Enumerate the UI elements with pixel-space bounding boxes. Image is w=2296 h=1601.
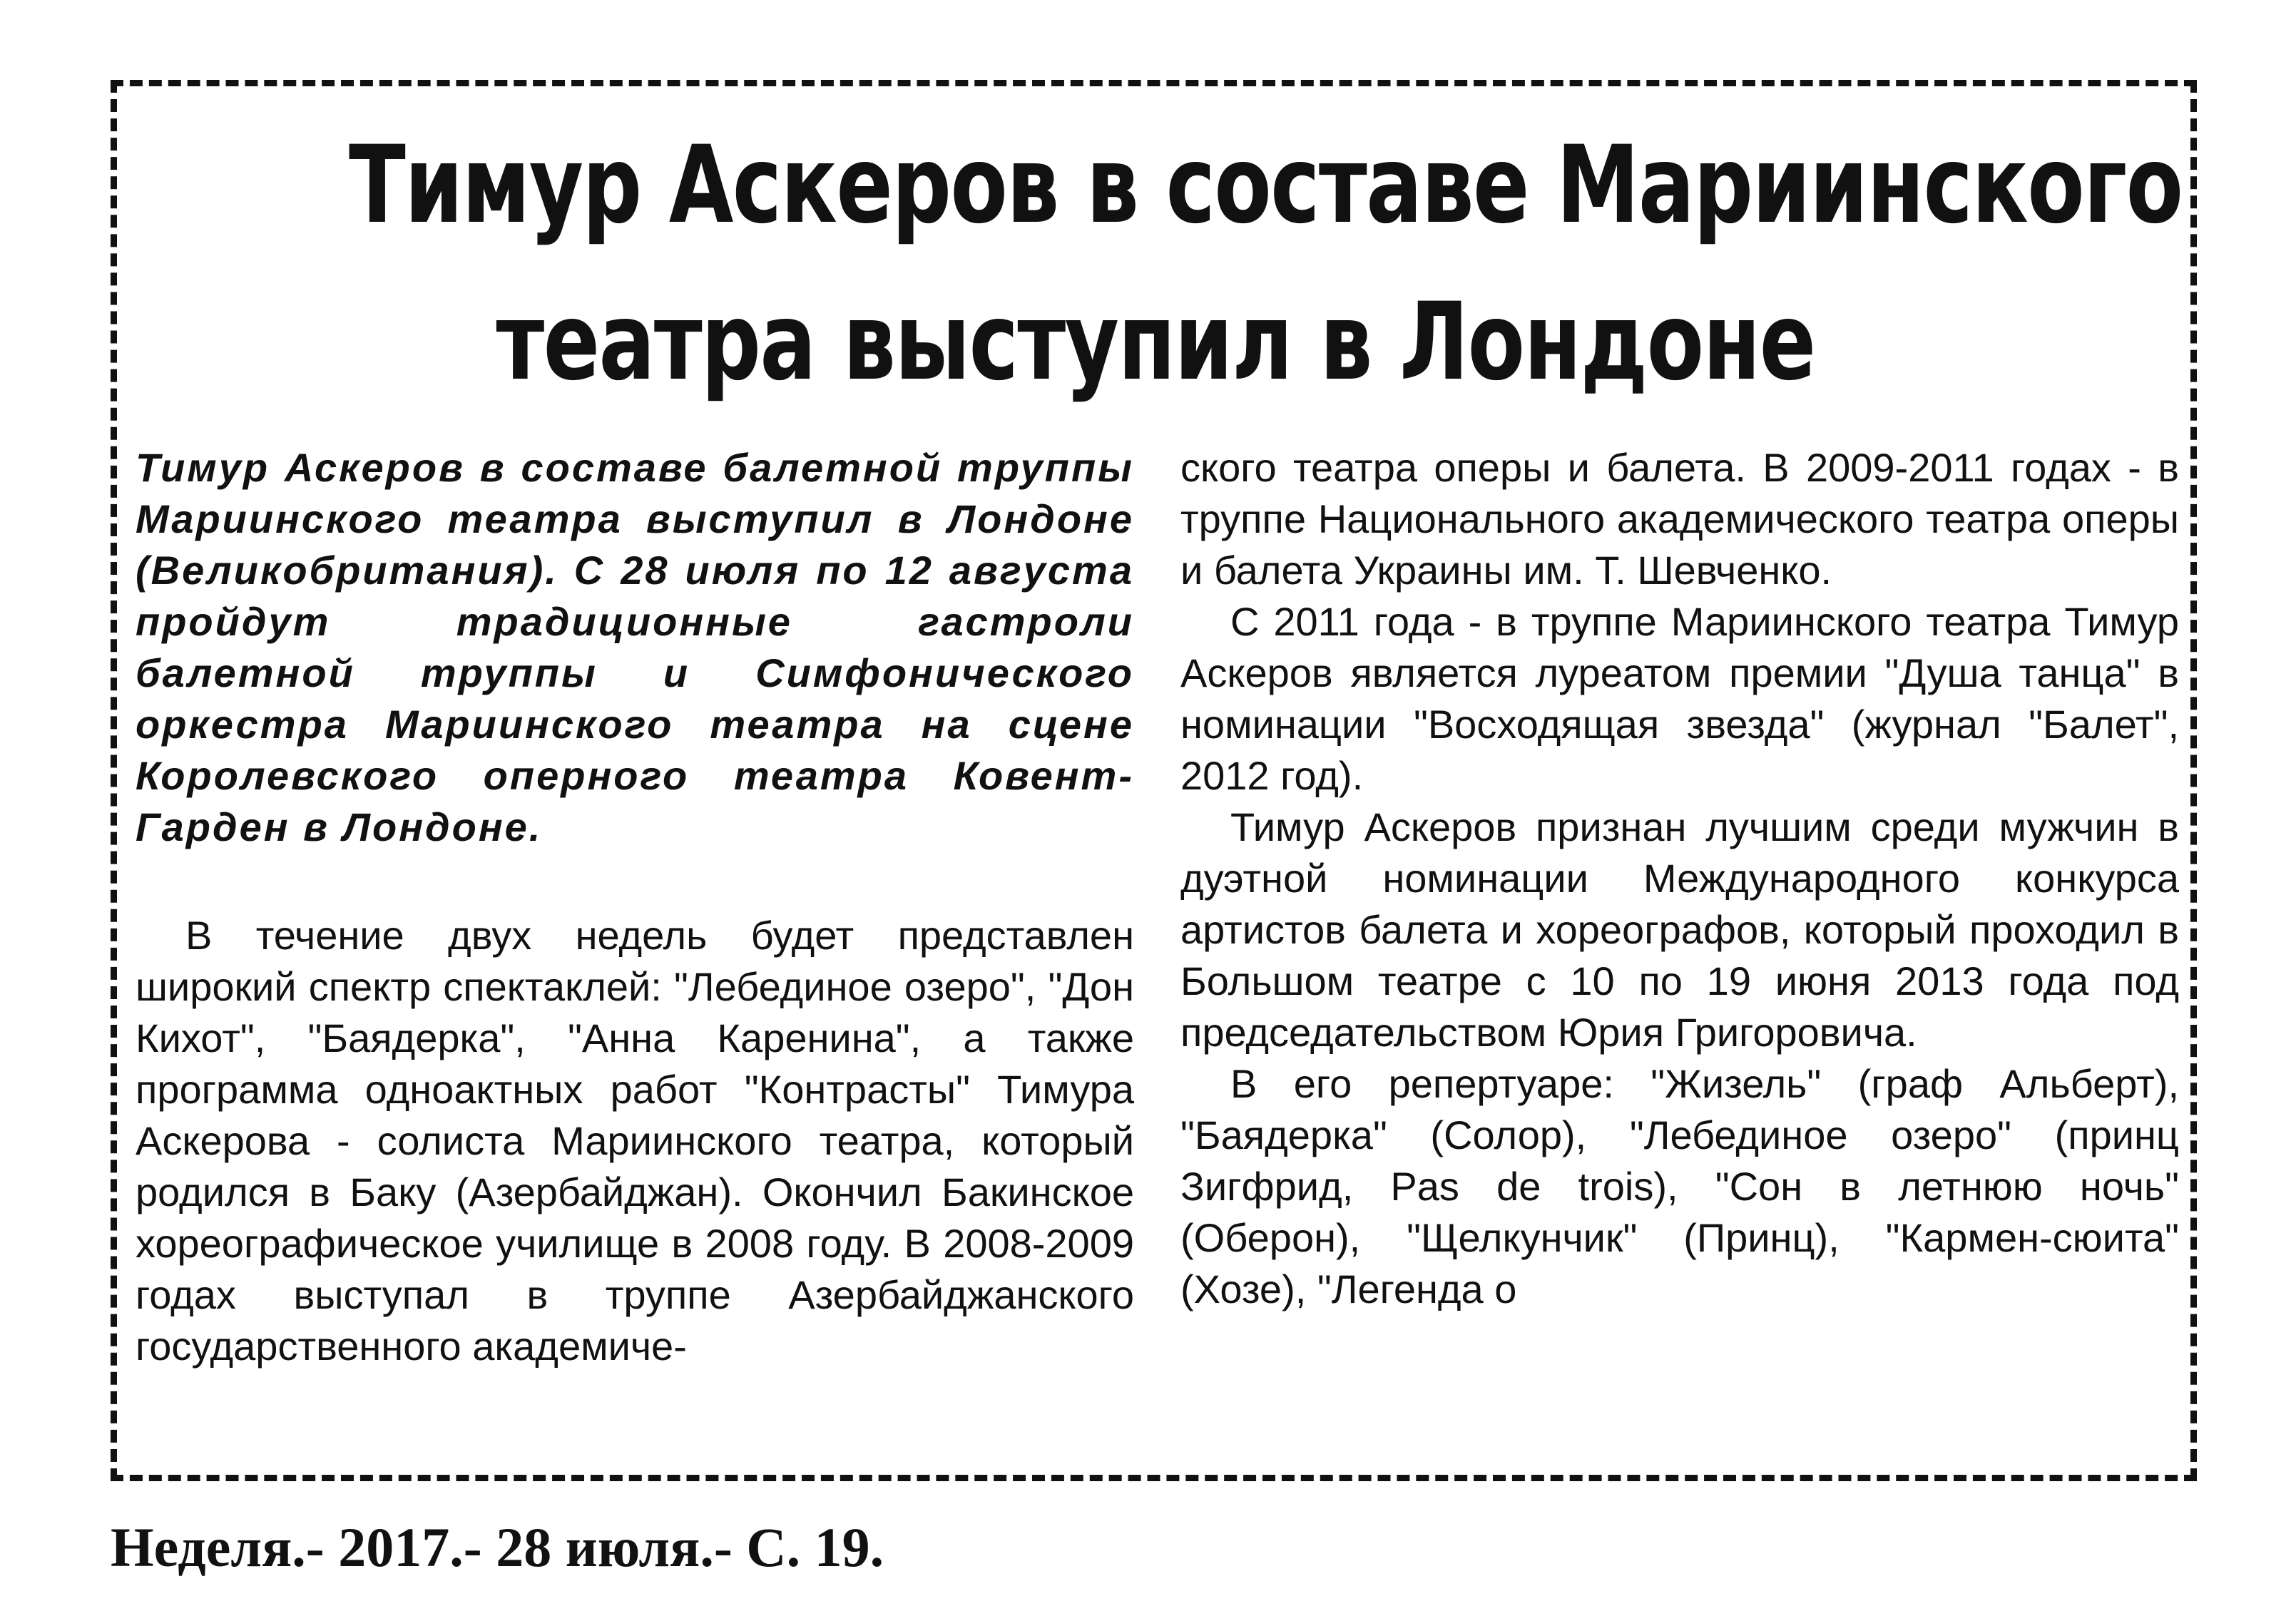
- headline-line-2: театра выступил в Лондоне: [496, 280, 1815, 404]
- article-paragraph: ского театра оперы и балета. В 2009-2011 годах - в труппе Национального академического театра оперы и балета Украины им. Т. Шевченко.: [1180, 445, 2179, 593]
- source-citation: Неделя.- 2017.- 28 июля.- С. 19.: [111, 1516, 884, 1578]
- article-headline: [349, 107, 2183, 421]
- article-lead: Тимур Аскеров в составе балетной труппы Мариинского театра выступил в Лондоне (Великобритания). С 28 июля по 12 августа пройдут традиционные гастроли балетной труппы и Симфонического оркестра Мариинского театра на сцене Королевского оперного театра Ковент-Гарден в Лондоне.: [136, 445, 1134, 849]
- article-paragraph: С 2011 года - в труппе Мариинского театра Тимур Аскеров является луреатом премии "Душа танца" в номинации "Восходящая звезда" (журнал "Балет", 2012 год).: [1180, 599, 2179, 798]
- article-paragraph: В течение двух недель будет представлен широкий спектр спектаклей: "Лебединое озеро", "Дон Кихот", "Баядерка", "Анна Каренина", а также программа одноактных работ "Контрасты" Тимура Аскерова - солиста Мариинского театра, который родился в Баку (Азербайджан). Окончил Бакинское хореографическое училище в 2008 году. В 2008-2009 годах выступал в труппе Азербайджанского государственного академиче-: [136, 913, 1134, 1369]
- article-paragraph: В его репертуаре: "Жизель" (граф Альберт), "Баядерка" (Солор), "Лебединое озеро" (принц Зигфрид, Pas de trois), "Сон в летнюю ночь" (Оберон), "Щелкунчик" (Принц), "Кармен-сюита" (Хозе), "Легенда о: [1180, 1061, 2179, 1311]
- article-column-left: [136, 442, 1134, 1372]
- headline-line-1: Тимур Аскеров в составе Мариинского: [349, 123, 2183, 247]
- article-paragraph: Тимур Аскеров признан лучшим среди мужчин в дуэтной номинации Международного конкурса артистов балета и хореографов, который проходил в Большом театре с 10 по 19 июня 2013 года под председательством Юрия Григоровича.: [1180, 804, 2179, 1055]
- article-column-right: [1180, 442, 2179, 1315]
